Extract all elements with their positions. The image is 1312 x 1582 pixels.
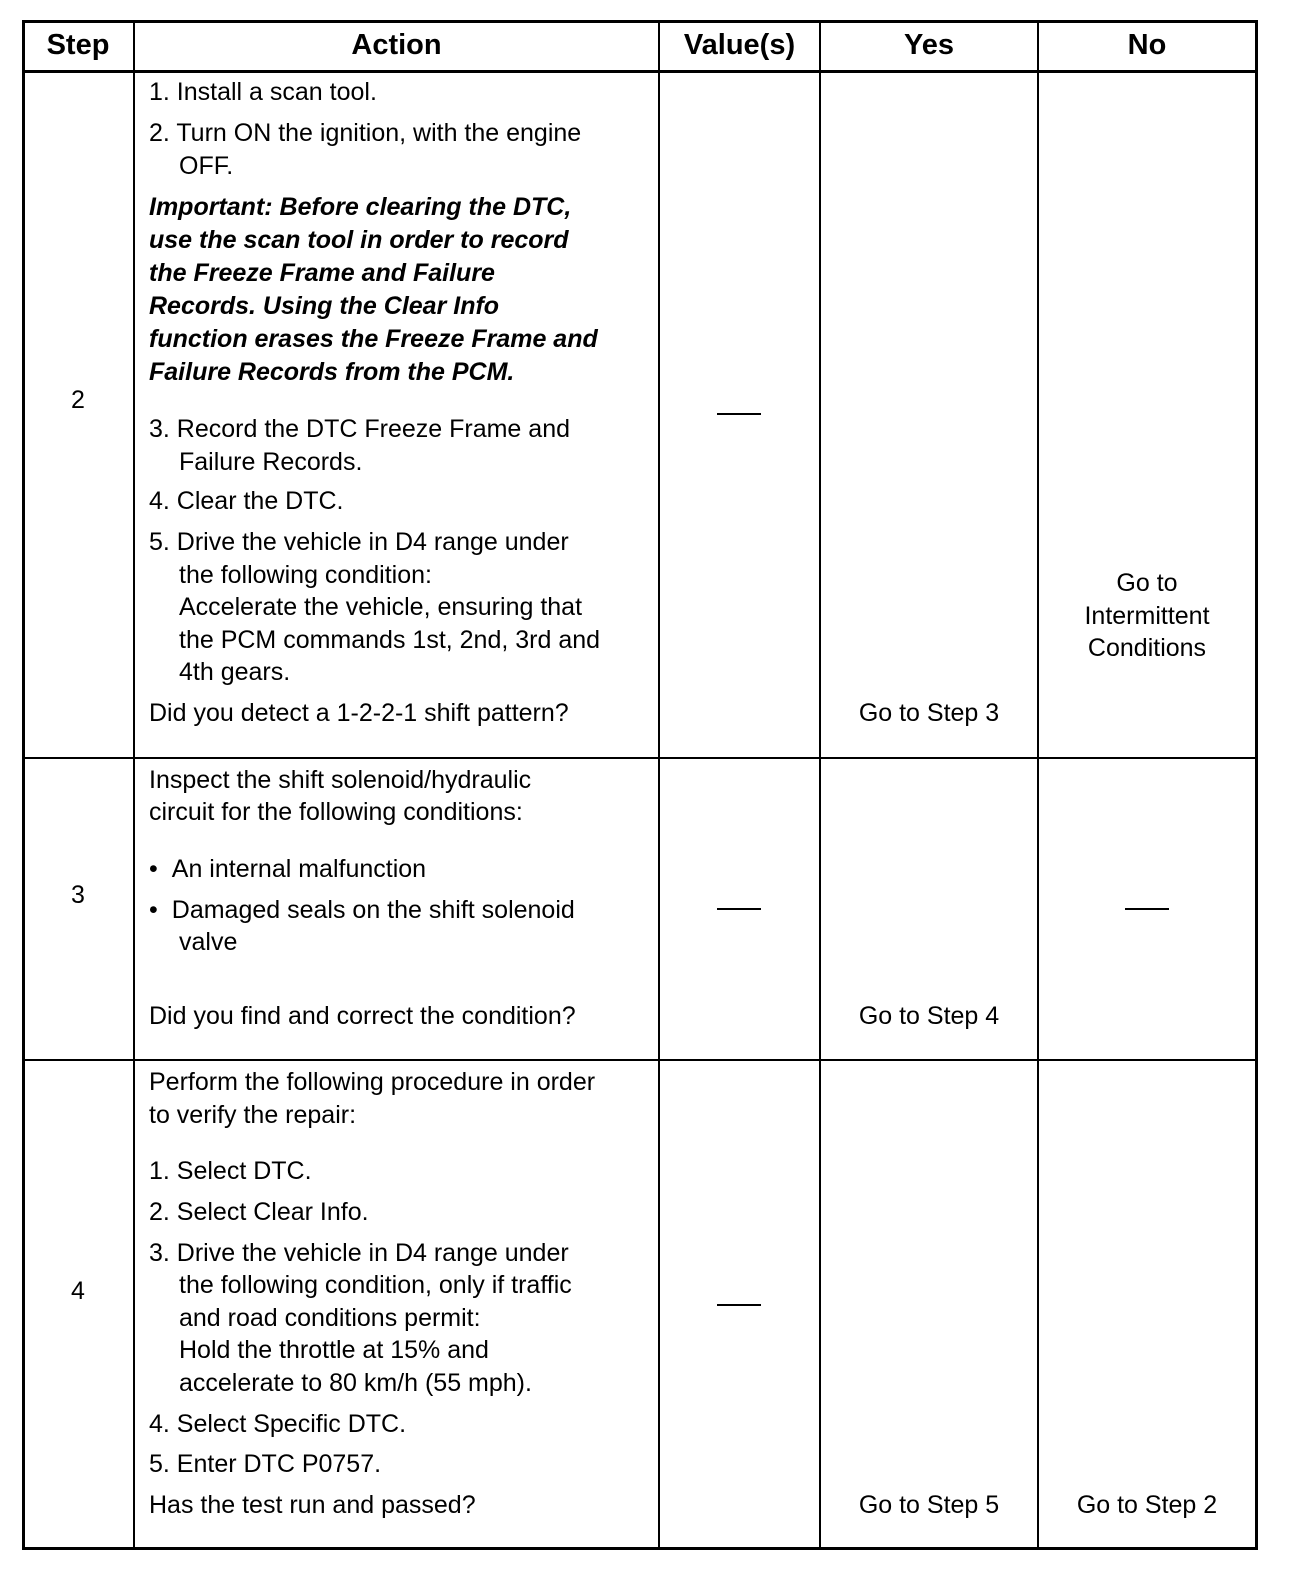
action-line: Perform the following procedure in order <box>149 1068 596 1096</box>
action-line: and road conditions permit: <box>179 1304 481 1332</box>
action-line: 2. Turn ON the ignition, with the engine <box>149 119 582 147</box>
bullet-icon: • <box>149 896 158 924</box>
action-line: 3. Record the DTC Freeze Frame and <box>149 415 570 443</box>
action-line: OFF. <box>179 152 234 180</box>
important-note: Records. Using the Clear Info <box>149 292 500 320</box>
important-note: Important: Before clearing the DTC, <box>149 193 572 221</box>
step-number: 2 <box>71 386 85 414</box>
value-dash <box>717 908 761 910</box>
important-note: use the scan tool in order to record <box>149 226 569 254</box>
action-line: 3. Drive the vehicle in D4 range under <box>149 1239 569 1267</box>
column-divider <box>658 20 660 1550</box>
bullet-text: valve <box>179 928 238 956</box>
action-line: Inspect the shift solenoid/hydraulic <box>149 766 532 794</box>
action-line: to verify the repair: <box>149 1101 357 1129</box>
header-step: Step <box>46 28 110 61</box>
no-result: Go to Step 2 <box>1076 1491 1218 1519</box>
header-action: Action <box>351 28 442 61</box>
action-line: Failure Records. <box>179 448 363 476</box>
action-line: the PCM commands 1st, 2nd, 3rd and <box>179 626 601 654</box>
action-line: the following condition, only if traffic <box>179 1271 572 1299</box>
action-line: accelerate to 80 km/h (55 mph). <box>179 1369 532 1397</box>
row-divider <box>22 1059 1258 1061</box>
action-line: circuit for the following conditions: <box>149 798 523 826</box>
important-note: function erases the Freeze Frame and <box>149 325 598 353</box>
action-line: 1. Install a scan tool. <box>149 78 377 106</box>
diagnostic-table <box>22 20 1258 1550</box>
bullet-item <box>149 853 426 886</box>
action-line: 1. Select DTC. <box>149 1157 312 1185</box>
action-question: Did you find and correct the condition? <box>149 1002 576 1030</box>
no-result-line: Intermittent <box>1084 602 1210 630</box>
action-line: 4th gears. <box>179 658 291 686</box>
bullet-icon: • <box>149 855 158 883</box>
action-line: 5. Drive the vehicle in D4 range under <box>149 528 569 556</box>
important-note: Failure Records from the PCM. <box>149 358 515 386</box>
yes-result: Go to Step 5 <box>858 1491 1000 1519</box>
bullet-text: Damaged seals on the shift solenoid <box>171 896 575 924</box>
header-values: Value(s) <box>683 28 796 61</box>
step-number: 3 <box>71 881 85 909</box>
action-question: Has the test run and passed? <box>149 1491 476 1519</box>
important-note: the Freeze Frame and Failure <box>149 259 495 287</box>
column-divider <box>819 20 821 1550</box>
no-result-line: Go to <box>1116 569 1178 597</box>
header-yes: Yes <box>904 28 954 61</box>
action-line: 4. Select Specific DTC. <box>149 1410 407 1438</box>
action-line: 4. Clear the DTC. <box>149 487 344 515</box>
column-divider <box>133 20 135 1550</box>
row-divider <box>22 757 1258 759</box>
value-dash <box>717 413 761 415</box>
action-line: 2. Select Clear Info. <box>149 1198 369 1226</box>
action-line: the following condition: <box>179 561 432 589</box>
no-result-dash <box>1125 908 1169 910</box>
action-line: Hold the throttle at 15% and <box>179 1336 489 1364</box>
action-line: 5. Enter DTC P0757. <box>149 1450 382 1478</box>
no-result-line: Conditions <box>1087 634 1207 662</box>
step-number: 4 <box>71 1277 85 1305</box>
bullet-item <box>149 894 575 927</box>
header-divider <box>22 70 1258 73</box>
header-no: No <box>1127 28 1167 61</box>
yes-result: Go to Step 4 <box>858 1002 1000 1030</box>
column-divider <box>1037 20 1039 1550</box>
yes-result: Go to Step 3 <box>858 699 1000 727</box>
bullet-text: An internal malfunction <box>171 855 427 883</box>
action-question: Did you detect a 1-2-2-1 shift pattern? <box>149 699 569 727</box>
value-dash <box>717 1304 761 1306</box>
action-line: Accelerate the vehicle, ensuring that <box>179 593 583 621</box>
